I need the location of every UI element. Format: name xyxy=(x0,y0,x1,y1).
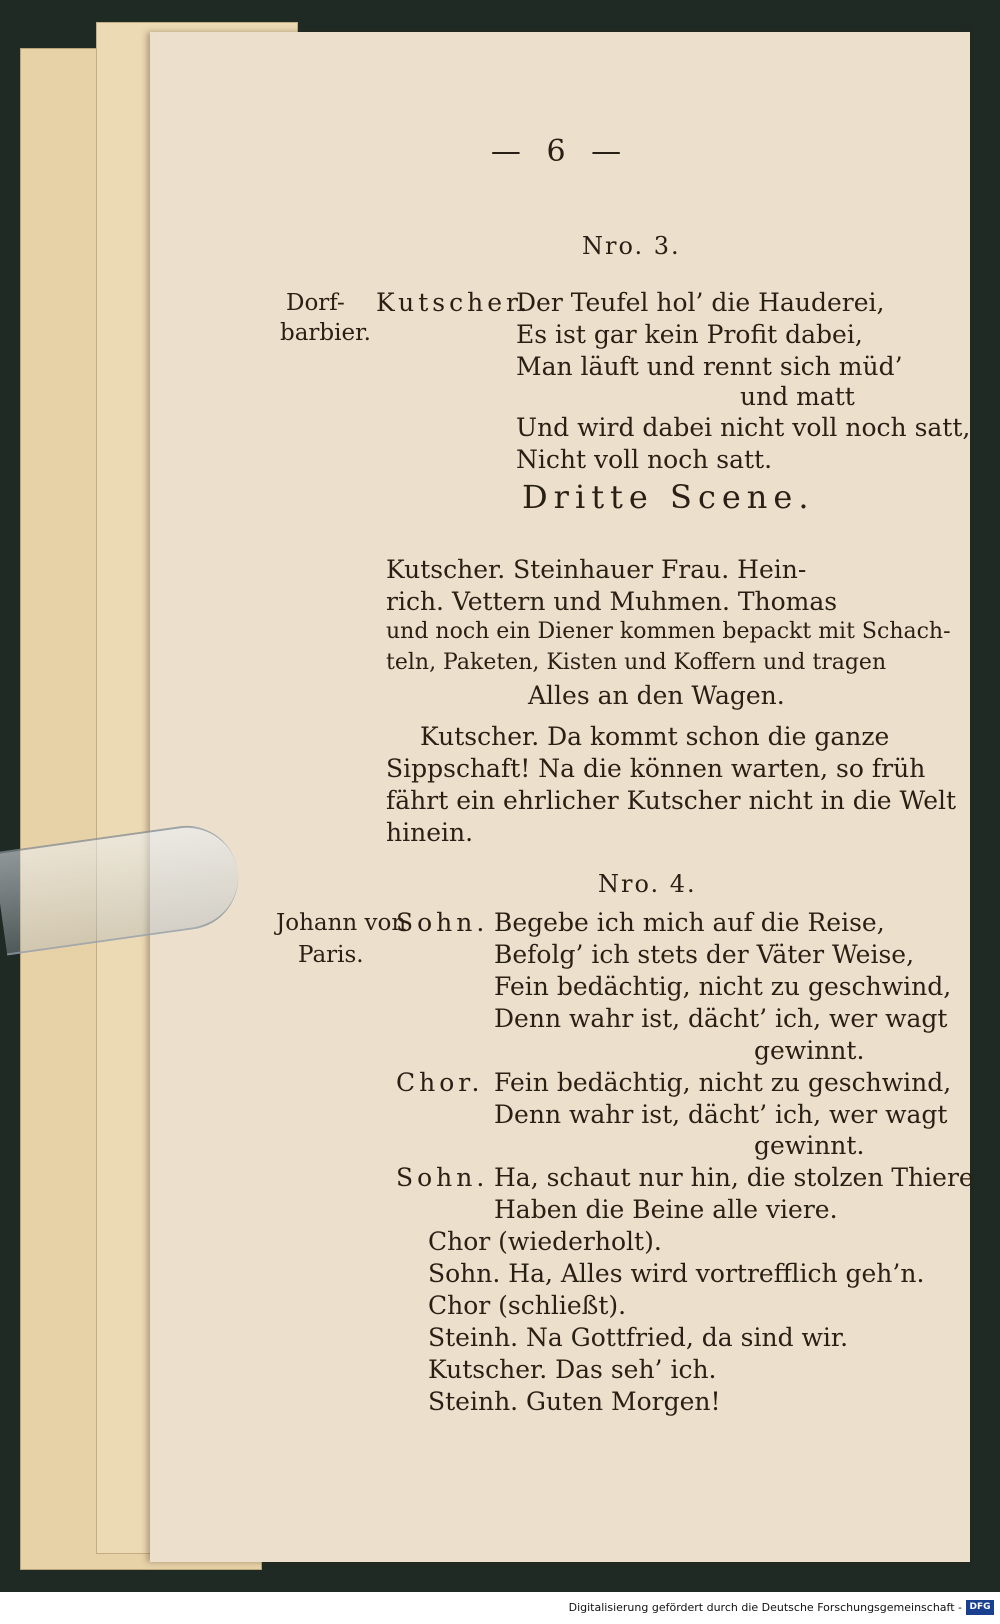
nro3-line-5: Und wird dabei nicht voll noch satt, xyxy=(516,413,971,442)
nro4-b1-line-4: Denn wahr ist, dächt’ ich, wer wagt xyxy=(494,1004,948,1033)
nro4-b1-line-1: Begebe ich mich auf die Reise, xyxy=(494,908,885,937)
nro4-closing-3: Chor (schließt). xyxy=(428,1291,627,1320)
nro3-margin-role-1: Dorf- xyxy=(286,290,345,316)
scene-speech-4: hinein. xyxy=(386,818,474,847)
nro4-b1-line-5: gewinnt. xyxy=(754,1036,865,1065)
nro4-heading: Nro. 4. xyxy=(598,870,697,898)
nro3-line-3: Man läuft und rennt sich müd’ xyxy=(516,352,903,381)
scene-direction-4: teln, Paketen, Kisten und Koffern und tragen xyxy=(386,650,887,675)
footer-bar xyxy=(0,1592,1000,1624)
nro4-margin-role-1: Johann von xyxy=(276,910,407,936)
nro3-heading: Nro. 3. xyxy=(582,232,681,260)
nro3-line-1: Der Teufel hol’ die Hauderei, xyxy=(516,288,885,317)
nro4-closing-5: Kutscher. Das seh’ ich. xyxy=(428,1355,717,1384)
nro3-line-2: Es ist gar kein Profit dabei, xyxy=(516,320,863,349)
scene-speech-1: Kutscher. Da kommt schon die ganze xyxy=(420,722,890,751)
nro3-line-6: Nicht voll noch satt. xyxy=(516,445,773,474)
nro4-b3-line-1: Ha, schaut nur hin, die stolzen Thiere xyxy=(494,1163,974,1192)
nro4-margin-role-2: Paris. xyxy=(298,942,364,968)
nro4-b1-line-3: Fein bedächtig, nicht zu geschwind, xyxy=(494,972,952,1001)
scene-direction-3: und noch ein Diener kommen bepackt mit Schach- xyxy=(386,619,951,644)
nro3-line-4: und matt xyxy=(740,382,855,411)
page-number: — 6 — xyxy=(490,134,630,169)
nro3-margin-role-2: barbier. xyxy=(280,320,371,346)
scene-direction-5: Alles an den Wagen. xyxy=(528,681,785,710)
scene-speech-2: Sippschaft! Na die können warten, so früh xyxy=(386,754,926,783)
nro3-speaker: Kutscher. xyxy=(376,288,532,317)
nro4-b3-line-2: Haben die Beine alle viere. xyxy=(494,1195,838,1224)
scene-speech-3: fährt ein ehrlicher Kutscher nicht in die Welt xyxy=(386,786,957,815)
dfg-logo: DFG xyxy=(966,1600,994,1615)
nro4-speaker-3: Sohn. xyxy=(396,1163,489,1192)
footer-credit: Digitalisierung gefördert durch die Deutsche Forschungsgemeinschaft - xyxy=(568,1601,962,1614)
book-page xyxy=(150,32,974,1562)
nro4-closing-2: Sohn. Ha, Alles wird vortrefflich geh’n. xyxy=(428,1259,925,1288)
nro4-speaker-1: Sohn. xyxy=(396,908,489,937)
nro4-closing-4: Steinh. Na Gottfried, da sind wir. xyxy=(428,1323,849,1352)
nro4-b1-line-2: Befolg’ ich stets der Väter Weise, xyxy=(494,940,915,969)
nro4-closing-6: Steinh. Guten Morgen! xyxy=(428,1387,721,1416)
nro4-b2-line-2: Denn wahr ist, dächt’ ich, wer wagt xyxy=(494,1100,948,1129)
scene-direction-1: Kutscher. Steinhauer Frau. Hein- xyxy=(386,555,807,584)
nro4-b2-line-3: gewinnt. xyxy=(754,1131,865,1160)
nro4-speaker-2: Chor. xyxy=(396,1068,484,1097)
scene-direction-2: rich. Vettern und Muhmen. Thomas xyxy=(386,587,838,616)
nro4-b2-line-1: Fein bedächtig, nicht zu geschwind, xyxy=(494,1068,952,1097)
nro4-closing-1: Chor (wiederholt). xyxy=(428,1227,662,1256)
scene-title: Dritte Scene. xyxy=(522,478,815,516)
